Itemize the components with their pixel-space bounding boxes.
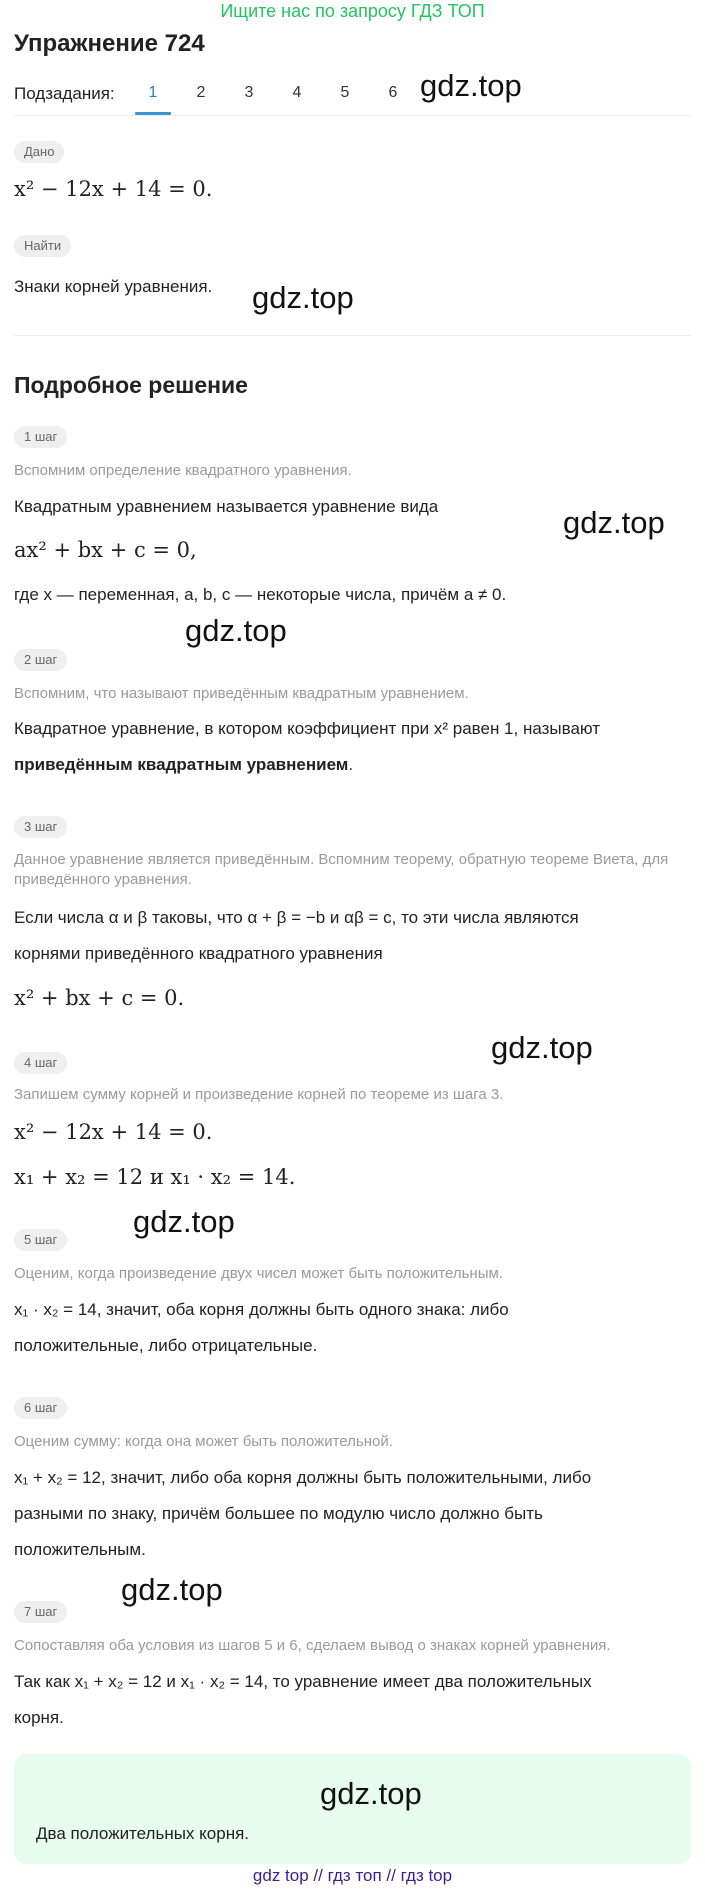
watermark: gdz.top xyxy=(185,613,287,648)
watermark: gdz.top xyxy=(320,1776,422,1811)
answer-text: Два положительных корня. xyxy=(36,1824,250,1843)
step-hint: Вспомним, что называют приведённым квадратным уравнением. xyxy=(14,685,469,702)
step-text: разными по знаку, причём большее по модулю число должно быть xyxy=(14,1504,543,1523)
divider xyxy=(14,335,691,336)
watermark: gdz.top xyxy=(563,505,665,540)
watermark: gdz.top xyxy=(121,1572,223,1607)
step-text: положительным. xyxy=(14,1540,146,1559)
step-badge: 4 шаг xyxy=(14,1052,67,1074)
step-text: x₁ · x₂ = 14, значит, оба корня должны быть одного знака: либо xyxy=(14,1300,509,1319)
watermark: gdz.top xyxy=(133,1204,235,1239)
find-text: Знаки корней уравнения. xyxy=(14,277,213,296)
step-hint: Оценим, когда произведение двух чисел может быть положительным. xyxy=(14,1265,503,1282)
step-badge: 5 шаг xyxy=(14,1229,67,1251)
step-text: Квадратное уравнение, в котором коэффициент при x² равен 1, называют xyxy=(14,719,601,738)
bold-tail: . xyxy=(348,755,354,774)
step-text: корня. xyxy=(14,1708,64,1727)
step-badge: 3 шаг xyxy=(14,816,67,838)
top-banner[interactable]: Ищите нас по запросу ГДЗ ТОП xyxy=(220,1,485,21)
step-hint: Оценим сумму: когда она может быть положительной. xyxy=(14,1433,393,1450)
footer-links[interactable]: gdz top // гдз топ // гдз top xyxy=(252,1866,453,1885)
subtask-tab-6[interactable]: 6 xyxy=(388,84,398,101)
given-badge: Дано xyxy=(14,141,64,163)
given-equation: x² − 12x + 14 = 0. xyxy=(14,177,213,201)
subtask-tab-5[interactable]: 5 xyxy=(340,84,350,101)
step-text: корнями приведённого квадратного уравнения xyxy=(14,944,383,963)
step-badge: 2 шаг xyxy=(14,649,67,671)
step-text-bold xyxy=(14,755,353,775)
watermark: gdz.top xyxy=(252,280,354,315)
bold-term: приведённым квадратным уравнением xyxy=(14,755,349,774)
subtask-tab-3[interactable]: 3 xyxy=(244,84,254,101)
page-title: Упражнение 724 xyxy=(14,30,205,57)
step-formula: x₁ + x₂ = 12 и x₁ · x₂ = 14. xyxy=(14,1165,296,1189)
step-formula: ax² + bx + c = 0, xyxy=(14,538,197,562)
step-badge: 6 шаг xyxy=(14,1397,67,1419)
solution-title: Подробное решение xyxy=(14,372,248,398)
step-formula: x² − 12x + 14 = 0. xyxy=(14,1120,213,1144)
subtask-tab-1[interactable]: 1 xyxy=(148,84,158,101)
step-text: положительные, либо отрицательные. xyxy=(14,1336,318,1355)
step-hint: Данное уравнение является приведённым. Вспомним теорему, обратную теореме Виета, для приведённого уравнения. xyxy=(14,851,669,888)
step-hint: Сопоставляя оба условия из шагов 5 и 6, сделаем вывод о знаках корней уравнения. xyxy=(14,1637,611,1654)
step-text: x₁ + x₂ = 12, значит, либо оба корня должны быть положительными, либо xyxy=(14,1468,592,1487)
step-badge: 7 шаг xyxy=(14,1601,67,1623)
step-hint: Вспомним определение квадратного уравнения. xyxy=(14,462,352,479)
step-text: где x — переменная, a, b, c — некоторые числа, причём a ≠ 0. xyxy=(14,585,507,604)
watermark: gdz.top xyxy=(491,1030,593,1065)
subtask-tab-2[interactable]: 2 xyxy=(196,84,206,101)
step-hint: Запишем сумму корней и произведение корней по теореме из шага 3. xyxy=(14,1086,504,1103)
step-text: Квадратным уравнением называется уравнение вида xyxy=(14,497,439,516)
step-badge: 1 шаг xyxy=(14,426,67,448)
step-formula: x² + bx + c = 0. xyxy=(14,986,185,1010)
watermark: gdz.top xyxy=(420,68,522,103)
step-text: Так как x₁ + x₂ = 12 и x₁ · x₂ = 14, то уравнение имеет два положительных xyxy=(14,1672,592,1691)
find-badge: Найти xyxy=(14,235,71,257)
step-text: Если числа α и β таковы, что α + β = −b и αβ = c, то эти числа являются xyxy=(14,908,579,927)
subtasks-label: Подзадания: xyxy=(14,84,115,103)
subtask-tab-4[interactable]: 4 xyxy=(292,84,302,101)
divider xyxy=(14,115,691,116)
